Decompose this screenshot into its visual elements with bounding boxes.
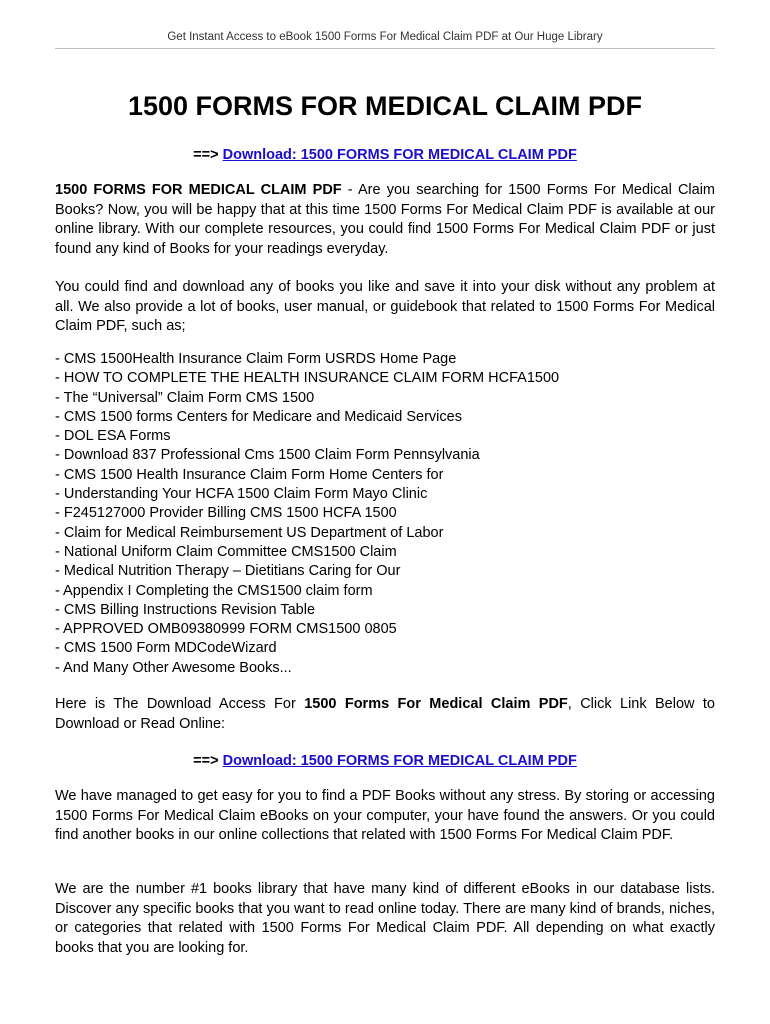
download-line-top xyxy=(55,145,715,165)
book-list-item: - National Uniform Claim Committee CMS1500 Claim xyxy=(55,543,397,560)
access-suffix: , Click Link Below to Download or Read Online: xyxy=(55,696,715,732)
access-prefix: Here is The Download Access For xyxy=(55,696,305,712)
book-list-item: - CMS 1500 Health Insurance Claim Form Home Centers for xyxy=(55,466,444,483)
intro-paragraph xyxy=(55,181,715,259)
book-list-item: - DOL ESA Forms xyxy=(55,428,171,445)
book-list-item: - CMS 1500 Form MDCodeWizard xyxy=(55,640,277,657)
access-paragraph xyxy=(55,695,715,734)
page-title: 1500 FORMS FOR MEDICAL CLAIM PDF xyxy=(127,91,643,121)
book-list-item: - And Many Other Awesome Books... xyxy=(55,659,292,676)
library-paragraph: We are the number #1 books library that have many kind of different eBooks in our database lists. Discover any specific books that you want to read online today. There are many kind of brands, niches, or categories that related with 1500 Forms For Medical Claim PDF. All depending on what exactly books that you are looking for. xyxy=(55,881,715,956)
book-list-item: - Appendix I Completing the CMS1500 claim form xyxy=(55,582,373,599)
info-paragraph: We have managed to get easy for you to find a PDF Books without any stress. By storing or accessing 1500 Forms For Medical Claim eBooks on your computer, your have found the answers. Or you could find another books in our online collections that related with 1500 Forms For Medical Claim PDF. xyxy=(55,788,715,843)
book-list xyxy=(55,350,715,678)
download-arrow: ==> xyxy=(193,147,223,163)
download-line-bottom xyxy=(55,751,715,771)
book-list-item: - HOW TO COMPLETE THE HEALTH INSURANCE CLAIM FORM HCFA1500 xyxy=(55,370,560,387)
book-list-item: - CMS 1500Health Insurance Claim Form USRDS Home Page xyxy=(55,351,457,367)
book-list-item: - Medical Nutrition Therapy – Dietitians Caring for Our xyxy=(55,563,401,580)
book-list-item: - The “Universal” Claim Form CMS 1500 xyxy=(55,389,315,406)
header-divider xyxy=(55,48,715,49)
book-list-item: - Understanding Your HCFA 1500 Claim Form Mayo Clinic xyxy=(55,486,428,503)
book-list-item: - CMS Billing Instructions Revision Table xyxy=(55,601,316,618)
access-bold: 1500 Forms For Medical Claim PDF xyxy=(304,696,568,712)
download-arrow: ==> xyxy=(193,753,223,769)
intro-bold-lead: 1500 FORMS FOR MEDICAL CLAIM PDF xyxy=(55,182,342,198)
book-list-item: - Claim for Medical Reimbursement US Department of Labor xyxy=(55,524,444,541)
related-paragraph: You could find and download any of books you like and save it into your disk without any problem at all. We also provide a lot of books, user manual, or guidebook that related to 1500 Forms For Medical Claim PDF, such as; xyxy=(55,279,715,334)
book-list-item: - Download 837 Professional Cms 1500 Claim Form Pennsylvania xyxy=(55,447,480,464)
download-link-bottom[interactable]: Download: 1500 FORMS FOR MEDICAL CLAIM PDF xyxy=(222,753,577,769)
download-link-top[interactable]: Download: 1500 FORMS FOR MEDICAL CLAIM PDF xyxy=(222,147,577,163)
intro-text: - Are you searching for 1500 Forms For Medical Claim Books? Now, you will be happy that at this time 1500 Forms For Medical Claim PDF is available at our online library. With our complete resources, you could find 1500 Forms For Medical Claim PDF or just found any kind of Books for your readings everyday. xyxy=(55,182,715,257)
book-list-item: - F245127000 Provider Billing CMS 1500 HCFA 1500 xyxy=(55,505,397,522)
book-list-item: - APPROVED OMB09380999 FORM CMS1500 0805 xyxy=(55,621,397,638)
book-list-item: - CMS 1500 forms Centers for Medicare and Medicaid Services xyxy=(55,408,462,425)
page-header: Get Instant Access to eBook 1500 Forms For Medical Claim PDF at Our Huge Library xyxy=(167,31,603,43)
